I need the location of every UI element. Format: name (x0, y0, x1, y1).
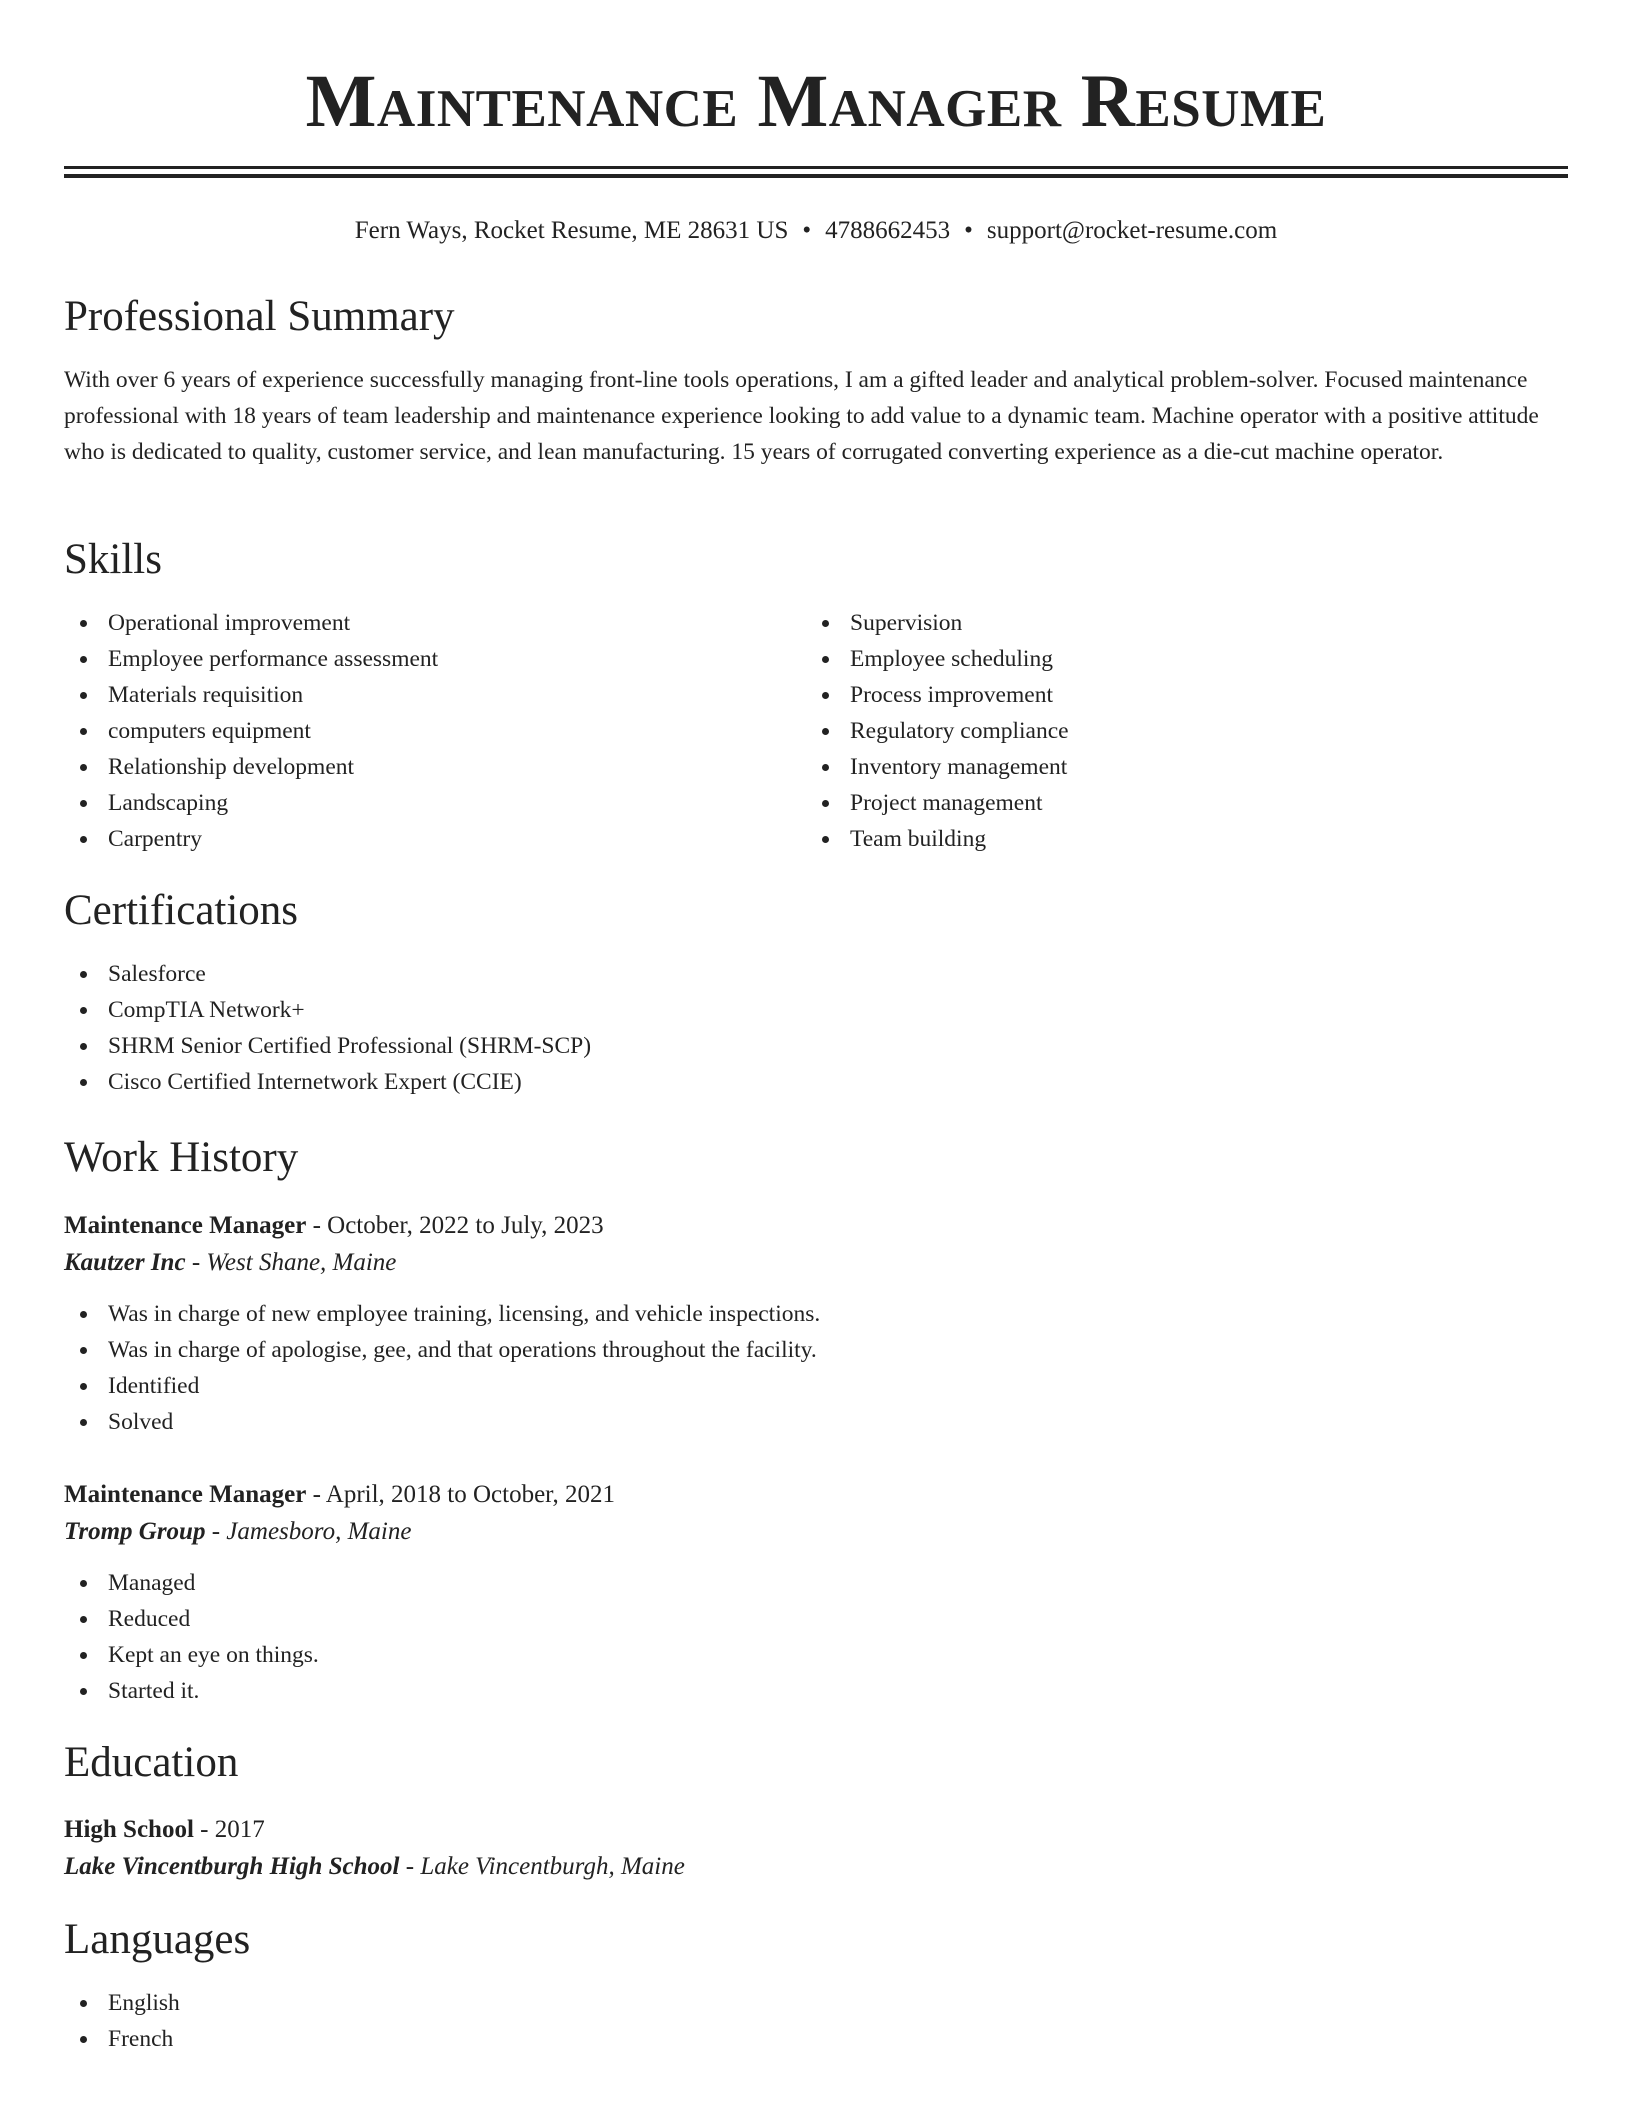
languages-section (64, 1985, 1568, 2057)
job-location: - West Shane, Maine (191, 1249, 397, 1276)
list-item: French (64, 2021, 1568, 2057)
list-item: English (64, 1985, 1568, 2021)
list-item: Operational improvement (64, 605, 764, 641)
list-item: Was in charge of new employee training, licensing, and vehicle inspections. (64, 1296, 1568, 1332)
list-item: Solved (64, 1404, 1568, 1440)
list-item: Identified (64, 1368, 1568, 1404)
certifications-heading: Certifications (64, 887, 299, 934)
education-heading: Education (64, 1739, 239, 1786)
education-year: - 2017 (200, 1816, 265, 1843)
list-item: Inventory management (806, 749, 1506, 785)
list-item: Managed (64, 1565, 1568, 1601)
title-rule-bottom (64, 174, 1568, 178)
skills-heading: Skills (64, 536, 162, 583)
list-item: CompTIA Network+ (64, 992, 1568, 1028)
job-dates: - October, 2022 to July, 2023 (312, 1212, 604, 1239)
list-item: Regulatory compliance (806, 713, 1506, 749)
job-title-line (64, 1477, 1568, 1513)
education-section (64, 1812, 1568, 1886)
summary-text: With over 6 years of experience successfully managing front-line tools operations, I am a gifted leader and analytical problem-solver. Focused maintenance professional with 18 years of team leadership and maintenance experience looking to add value to a dynamic team. Machine operator with a positive attitude who is dedicated to quality, customer service, and lean manufacturing. 15 years of corrugated converting experience as a die-cut machine operator. (64, 367, 1539, 465)
list-item: Carpentry (64, 821, 764, 857)
list-item: Started it. (64, 1673, 1568, 1709)
list-item: Project management (806, 785, 1506, 821)
languages-heading: Languages (64, 1916, 251, 1963)
contact-line (64, 214, 1568, 248)
list-item: Landscaping (64, 785, 764, 821)
list-item: Cisco Certified Internetwork Expert (CCIE) (64, 1064, 1568, 1100)
education-location: - Lake Vincentburgh, Maine (405, 1853, 685, 1880)
list-item: Was in charge of apologise, gee, and that operations throughout the facility. (64, 1332, 1568, 1368)
list-item: Supervision (806, 605, 1506, 641)
list-item: Relationship development (64, 749, 764, 785)
job-company-line (64, 1244, 1568, 1282)
education-degree: High School (64, 1816, 194, 1843)
contact-separator: • (964, 217, 973, 244)
education-degree-line (64, 1812, 1568, 1848)
list-item: Kept an eye on things. (64, 1637, 1568, 1673)
work-history-heading: Work History (64, 1134, 299, 1181)
skills-list-left (64, 605, 764, 857)
list-item: Reduced (64, 1601, 1568, 1637)
job-title: Maintenance Manager (64, 1481, 307, 1508)
list-item: computers equipment (64, 713, 764, 749)
list-item: Process improvement (806, 677, 1506, 713)
list-item: SHRM Senior Certified Professional (SHRM-SCP) (64, 1028, 1568, 1064)
summary-heading: Professional Summary (64, 293, 455, 340)
job-entry (64, 1208, 1568, 1440)
job-title: Maintenance Manager (64, 1212, 307, 1239)
summary-section (64, 362, 1568, 470)
list-item: Materials requisition (64, 677, 764, 713)
list-item: Salesforce (64, 956, 1568, 992)
certifications-list (64, 956, 1568, 1100)
skills-list-right (806, 605, 1506, 857)
education-school: Lake Vincentburgh High School (64, 1853, 400, 1880)
job-location: - Jamesboro, Maine (211, 1518, 412, 1545)
job-bullets (64, 1565, 1568, 1709)
list-item: Employee scheduling (806, 641, 1506, 677)
list-item: Employee performance assessment (64, 641, 764, 677)
certifications-section (64, 956, 1568, 1100)
job-company: Tromp Group (64, 1518, 206, 1545)
education-school-line (64, 1848, 1568, 1886)
job-company: Kautzer Inc (64, 1249, 186, 1276)
resume-title: Maintenance Manager Resume (305, 60, 1327, 143)
contact-address: Fern Ways, Rocket Resume, ME 28631 US (354, 217, 789, 244)
contact-email: support@rocket-resume.com (986, 217, 1278, 244)
job-company-line (64, 1513, 1568, 1551)
languages-list (64, 1985, 1568, 2057)
title-rule-top (64, 166, 1568, 169)
job-bullets (64, 1296, 1568, 1440)
contact-phone: 4788662453 (825, 217, 951, 244)
list-item: Team building (806, 821, 1506, 857)
job-entry (64, 1477, 1568, 1709)
contact-separator: • (802, 217, 812, 244)
job-title-line (64, 1208, 1568, 1244)
job-dates: - April, 2018 to October, 2021 (312, 1481, 615, 1508)
